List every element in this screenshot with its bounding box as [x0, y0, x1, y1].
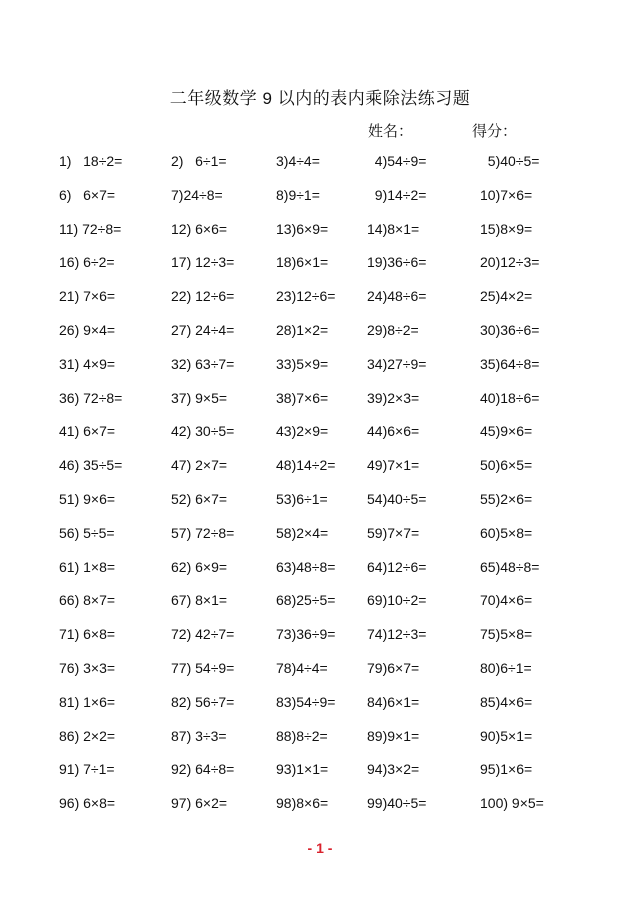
problem-item: 39)2×3= — [367, 389, 420, 406]
problem-item: 38)7×6= — [276, 389, 329, 406]
problem-row — [0, 520, 640, 554]
problem-item: 76) 3×3= — [59, 659, 116, 676]
problem-item: 11) 72÷8= — [59, 220, 122, 237]
problem-item: 87) 3÷3= — [171, 727, 227, 744]
problem-item: 24)48÷6= — [367, 288, 427, 305]
problem-item: 55)2×6= — [480, 490, 533, 507]
problem-row — [0, 283, 640, 317]
problem-item: 89)9×1= — [367, 727, 420, 744]
problem-item: 12) 6×6= — [171, 220, 228, 237]
problem-item: 62) 6×9= — [171, 558, 228, 575]
problem-item: 21) 7×6= — [59, 288, 116, 305]
problem-item: 44)6×6= — [367, 423, 420, 440]
problem-item: 100) 9×5= — [480, 795, 544, 812]
problem-item: 73)36÷9= — [276, 626, 336, 643]
problem-item: 19)36÷6= — [367, 254, 427, 271]
problem-row — [0, 385, 640, 419]
problem-item: 75)5×8= — [480, 626, 533, 643]
problem-item: 92) 64÷8= — [171, 761, 235, 778]
problem-item: 5)40÷5= — [480, 153, 540, 169]
problem-item: 51) 9×6= — [59, 490, 116, 507]
problem-item: 71) 6×8= — [59, 626, 116, 643]
problem-item: 57) 72÷8= — [171, 524, 235, 541]
problem-item: 18)6×1= — [276, 254, 329, 271]
problem-item: 54)40÷5= — [367, 490, 427, 507]
problem-item: 27) 24÷4= — [171, 321, 235, 338]
problem-item: 33)5×9= — [276, 355, 329, 372]
page-number: - 1 - — [307, 840, 333, 856]
problem-item: 48)14÷2= — [276, 457, 336, 474]
problem-item: 98)8×6= — [276, 795, 329, 812]
problem-item: 17) 12÷3= — [171, 254, 235, 271]
problem-item: 9)14÷2= — [367, 186, 427, 203]
problem-row — [0, 621, 640, 655]
problem-item: 34)27÷9= — [367, 355, 427, 372]
problem-item: 6) 6×7= — [59, 186, 116, 203]
problem-item: 91) 7÷1= — [59, 761, 115, 778]
problem-item: 79)6×7= — [367, 659, 420, 676]
problem-item: 61) 1×8= — [59, 558, 116, 575]
worksheet-title: 二年级数学 9 以内的表内乘除法练习题 — [169, 89, 471, 108]
problem-item: 43)2×9= — [276, 423, 329, 440]
problem-item: 77) 54÷9= — [171, 659, 235, 676]
problem-item: 81) 1×6= — [59, 693, 116, 710]
problem-item: 85)4×6= — [480, 693, 533, 710]
problem-item: 99)40÷5= — [367, 795, 427, 812]
problem-item: 35)64÷8= — [480, 355, 540, 372]
problem-item: 66) 8×7= — [59, 592, 116, 609]
problem-grid — [0, 148, 640, 824]
problem-item: 15)8×9= — [480, 220, 533, 237]
score-label: 得分： — [472, 123, 518, 140]
problem-item: 58)2×4= — [276, 524, 329, 541]
problem-row — [0, 790, 640, 824]
problem-item: 1) 18÷2= — [59, 153, 123, 169]
problem-item: 25)4×2= — [480, 288, 533, 305]
problem-item: 37) 9×5= — [171, 389, 228, 406]
problem-item: 65)48÷8= — [480, 558, 540, 575]
problem-item: 97) 6×2= — [171, 795, 228, 812]
problem-item: 16) 6÷2= — [59, 254, 115, 271]
problem-item: 88)8÷2= — [276, 727, 328, 744]
problem-item: 86) 2×2= — [59, 727, 116, 744]
problem-item: 13)6×9= — [276, 220, 329, 237]
problem-item: 90)5×1= — [480, 727, 533, 744]
problem-item: 63)48÷8= — [276, 558, 336, 575]
problem-item: 95)1×6= — [480, 761, 533, 778]
problem-item: 74)12÷3= — [367, 626, 427, 643]
problem-item: 42) 30÷5= — [171, 423, 235, 440]
problem-item: 69)10÷2= — [367, 592, 427, 609]
name-label: 姓名： — [368, 123, 414, 140]
problem-item: 45)9×6= — [480, 423, 533, 440]
problem-row — [0, 418, 640, 452]
problem-item: 70)4×6= — [480, 592, 533, 609]
problem-row — [0, 554, 640, 588]
problem-item: 50)6×5= — [480, 457, 533, 474]
problem-item: 22) 12÷6= — [171, 288, 235, 305]
problem-row — [0, 655, 640, 689]
problem-row — [0, 216, 640, 250]
problem-item: 96) 6×8= — [59, 795, 116, 812]
problem-row — [0, 587, 640, 621]
problem-item: 93)1×1= — [276, 761, 329, 778]
problem-row — [0, 351, 640, 385]
problem-item: 26) 9×4= — [59, 321, 116, 338]
problem-row — [0, 249, 640, 283]
problem-row — [0, 452, 640, 486]
problem-item: 10)7×6= — [480, 186, 533, 203]
problem-item: 29)8÷2= — [367, 321, 419, 338]
problem-item: 80)6÷1= — [480, 659, 532, 676]
problem-item: 56) 5÷5= — [59, 524, 115, 541]
problem-item: 64)12÷6= — [367, 558, 427, 575]
problem-item: 32) 63÷7= — [171, 355, 235, 372]
problem-item: 68)25÷5= — [276, 592, 336, 609]
problem-item: 40)18÷6= — [480, 389, 540, 406]
problem-row — [0, 689, 640, 723]
problem-item: 67) 8×1= — [171, 592, 228, 609]
problem-item: 46) 35÷5= — [59, 457, 123, 474]
problem-item: 20)12÷3= — [480, 254, 540, 271]
problem-item: 60)5×8= — [480, 524, 533, 541]
problem-row — [0, 182, 640, 216]
problem-item: 84)6×1= — [367, 693, 420, 710]
problem-item: 49)7×1= — [367, 457, 420, 474]
problem-item: 23)12÷6= — [276, 288, 336, 305]
problem-item: 30)36÷6= — [480, 321, 540, 338]
problem-row — [0, 756, 640, 790]
problem-item: 47) 2×7= — [171, 457, 228, 474]
problem-item: 59)7×7= — [367, 524, 420, 541]
problem-row — [0, 723, 640, 757]
problem-item: 2) 6÷1= — [171, 153, 227, 169]
problem-item: 94)3×2= — [367, 761, 420, 778]
problem-item: 78)4÷4= — [276, 659, 328, 676]
problem-item: 31) 4×9= — [59, 355, 116, 372]
problem-item: 14)8×1= — [367, 220, 420, 237]
problem-row — [0, 486, 640, 520]
problem-row — [0, 317, 640, 351]
problem-item: 41) 6×7= — [59, 423, 116, 440]
problem-item: 4)54÷9= — [367, 153, 427, 169]
problem-item: 53)6÷1= — [276, 490, 328, 507]
problem-item: 28)1×2= — [276, 321, 329, 338]
problem-item: 72) 42÷7= — [171, 626, 235, 643]
problem-item: 7)24÷8= — [171, 186, 223, 203]
problem-item: 83)54÷9= — [276, 693, 336, 710]
problem-row — [0, 148, 640, 182]
problem-item: 8)9÷1= — [276, 186, 320, 203]
problem-item: 82) 56÷7= — [171, 693, 235, 710]
problem-item: 36) 72÷8= — [59, 389, 123, 406]
problem-item: 52) 6×7= — [171, 490, 228, 507]
problem-item: 3)4÷4= — [276, 153, 320, 169]
